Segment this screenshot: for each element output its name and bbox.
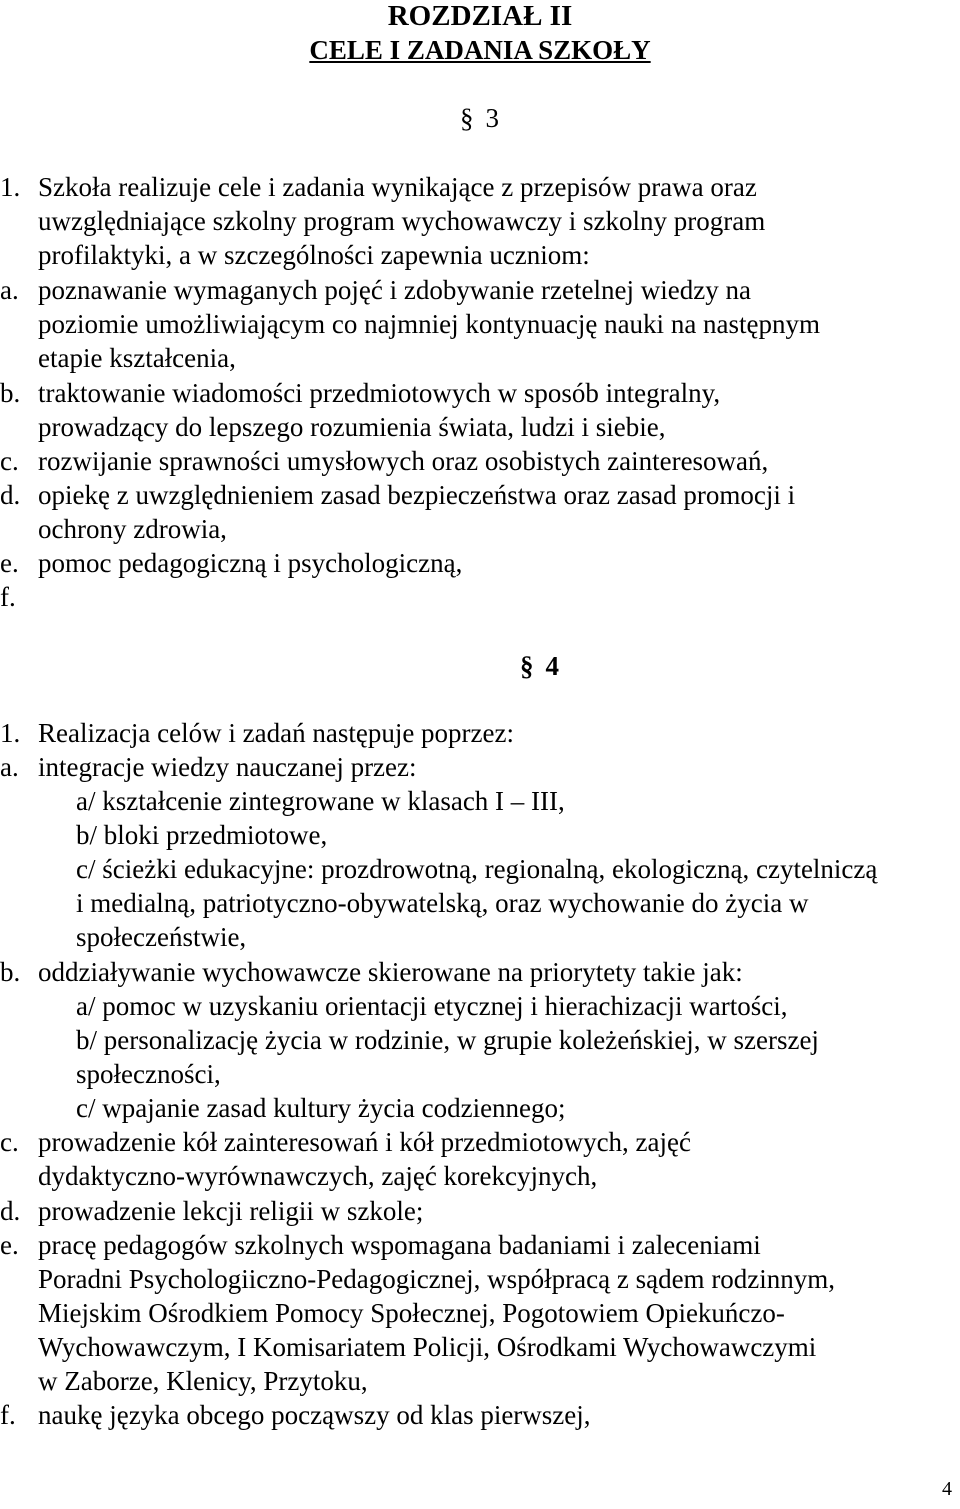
- section-symbol: §: [520, 651, 534, 681]
- sub-list-line: c/ wpajanie zasad kultury życia codziennego;: [76, 1093, 566, 1123]
- section-number: 3: [485, 103, 499, 133]
- section-number: 4: [545, 651, 559, 681]
- sub-list-line: społeczeństwie,: [76, 922, 247, 952]
- list-marker: d.: [0, 1196, 21, 1226]
- list-item-text: [38, 273, 820, 375]
- text-line: uwzględniające szkolny program wychowawczy i szkolny program: [38, 206, 766, 236]
- list-item-text: [38, 444, 768, 478]
- text-line: dydaktyczno-wyrównawczych, zajęć korekcyjnych,: [38, 1161, 598, 1191]
- sub-list-line: b/ bloki przedmiotowe,: [76, 820, 328, 850]
- sub-list-line: c/ ścieżki edukacyjne: prozdrowotną, regionalną, ekologiczną, czytelniczą: [76, 854, 878, 884]
- text-line: naukę języka obcego począwszy od klas pierwszej,: [38, 1400, 591, 1430]
- list-item-text: [38, 1194, 423, 1228]
- text-line: Realizacja celów i zadań następuje poprzez:: [38, 718, 514, 748]
- list-marker: d.: [0, 480, 21, 510]
- list-item-text: [38, 1125, 691, 1193]
- text-line: pomoc pedagogiczną i psychologiczną,: [38, 548, 463, 578]
- text-line: oddziaływanie wychowawcze skierowane na priorytety takie jak:: [38, 957, 743, 987]
- list-item-text: [38, 1228, 835, 1398]
- list-marker: f.: [0, 1400, 16, 1430]
- text-line: rozwijanie sprawności umysłowych oraz osobistych zainteresowań,: [38, 446, 769, 476]
- text-line: Poradni Psychologiiczno-Pedagogicznej, współpracą z sądem rodzinnym,: [38, 1264, 836, 1294]
- list-item-text: [38, 955, 743, 989]
- sub-list-line: a/ kształcenie zintegrowane w klasach I – III,: [76, 786, 565, 816]
- text-line: etapie kształcenia,: [38, 343, 236, 373]
- sub-list-line: i medialną, patriotyczno-obywatelską, oraz wychowanie do życia w: [76, 888, 809, 918]
- section-4-heading: [520, 650, 559, 682]
- chapter-title: ROZDZIAŁ II: [387, 0, 573, 32]
- list-marker: a.: [0, 275, 19, 305]
- text-line: Szkoła realizuje cele i zadania wynikające z przepisów prawa oraz: [38, 172, 757, 202]
- text-line: prowadzenie kół zainteresowań i kół przedmiotowych, zajęć: [38, 1127, 691, 1157]
- page-number: 4: [942, 1478, 952, 1500]
- section-3-heading: [460, 102, 499, 134]
- text-line: poziomie umożliwiającym co najmniej kontynuację nauki na następnym: [38, 309, 821, 339]
- list-marker: a.: [0, 752, 19, 782]
- list-marker: c.: [0, 446, 19, 476]
- list-marker: b.: [0, 378, 21, 408]
- text-line: Miejskim Ośrodkiem Pomocy Społecznej, Pogotowiem Opiekuńczo-: [38, 1298, 785, 1328]
- list-item-text: [38, 546, 462, 580]
- text-line: prowadzenie lekcji religii w szkole;: [38, 1196, 424, 1226]
- list-item-text: [38, 750, 417, 784]
- list-marker: 1.: [0, 718, 21, 748]
- text-line: integracje wiedzy nauczanej przez:: [38, 752, 417, 782]
- text-line: Wychowawczym, I Komisariatem Policji, Ośrodkami Wychowawczymi: [38, 1332, 817, 1362]
- text-line: traktowanie wiadomości przedmiotowych w sposób integralny,: [38, 378, 721, 408]
- list-marker: 1.: [0, 172, 21, 202]
- list-marker: e.: [0, 548, 19, 578]
- text-line: profilaktyki, a w szczególności zapewnia uczniom:: [38, 240, 590, 270]
- text-line: prowadzący do lepszego rozumienia świata, ludzi i siebie,: [38, 412, 666, 442]
- list-item-text: [38, 1398, 591, 1432]
- list-marker: f.: [0, 582, 16, 612]
- text-line: pracę pedagogów szkolnych wspomagana badaniami i zaleceniami: [38, 1230, 761, 1260]
- text-line: ochrony zdrowia,: [38, 514, 227, 544]
- chapter-subtitle: CELE I ZADANIA SZKOŁY: [309, 35, 651, 65]
- paragraph-text: [38, 716, 514, 750]
- section-symbol: §: [460, 103, 474, 133]
- list-item-text: [38, 376, 720, 444]
- text-line: poznawanie wymaganych pojęć i zdobywanie rzetelnej wiedzy na: [38, 275, 751, 305]
- sub-list-line: społeczności,: [76, 1059, 221, 1089]
- list-marker: e.: [0, 1230, 19, 1260]
- sub-list-line: b/ personalizację życia w rodzinie, w grupie koleżeńskiej, w szerszej: [76, 1025, 819, 1055]
- text-line: w Zaborze, Klenicy, Przytoku,: [38, 1366, 368, 1396]
- sub-list-line: a/ pomoc w uzyskaniu orientacji etycznej i hierachizacji wartości,: [76, 991, 788, 1021]
- paragraph-text: [38, 170, 765, 272]
- list-marker: b.: [0, 957, 21, 987]
- text-line: opiekę z uwzględnieniem zasad bezpieczeństwa oraz zasad promocji i: [38, 480, 796, 510]
- list-item-text: [38, 478, 795, 546]
- list-marker: c.: [0, 1127, 19, 1157]
- sub-list: [76, 784, 877, 954]
- sub-list: [76, 989, 819, 1125]
